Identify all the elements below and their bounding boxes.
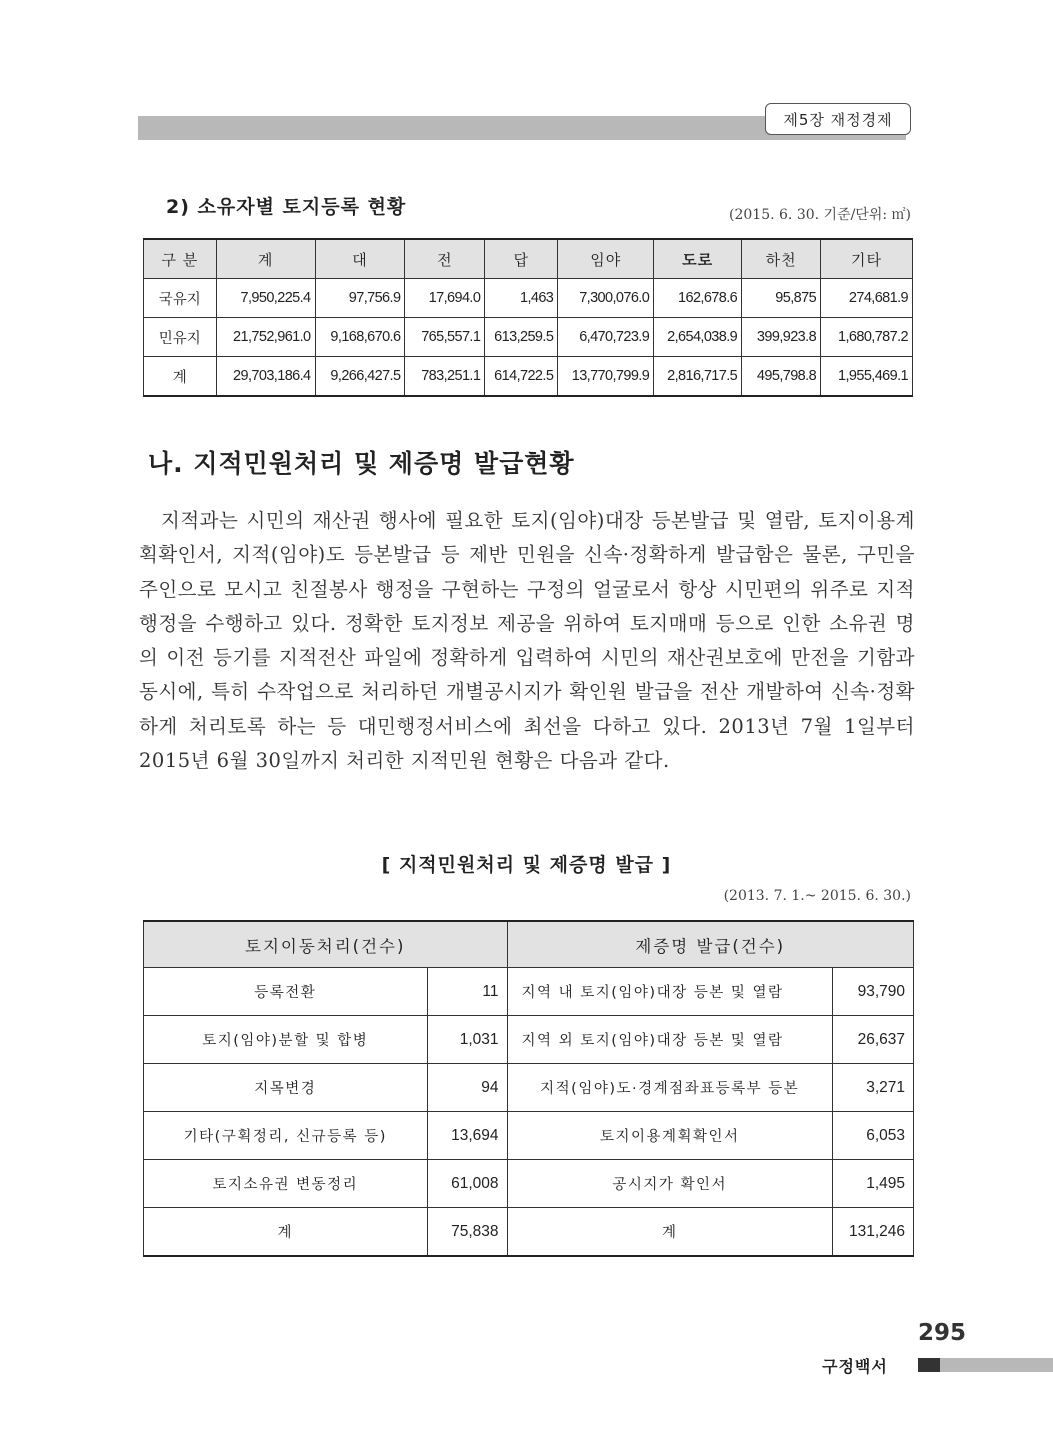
table-row <box>144 1160 914 1208</box>
chapter-tab: 제5장 재정경제 <box>765 103 911 135</box>
table-cell: 6,470,723.9 <box>558 318 654 357</box>
row-label: 민유지 <box>144 318 217 357</box>
table-header-row <box>144 239 913 279</box>
column-header: 임야 <box>558 239 654 279</box>
table-cell: 7,950,225.4 <box>216 279 315 318</box>
book-title: 구정백서 <box>822 1357 888 1376</box>
table-cell: 21,752,961.0 <box>216 318 315 357</box>
page-number: 295 <box>918 1320 967 1346</box>
table-cell: 13,694 <box>427 1112 507 1160</box>
table-cell: 계 <box>507 1208 833 1257</box>
column-header: 하천 <box>742 239 821 279</box>
table-cell: 11 <box>427 968 507 1016</box>
table-cell: 765,557.1 <box>405 318 485 357</box>
footer-marker <box>918 1358 940 1372</box>
table-row <box>144 1112 914 1160</box>
table-cell: 131,246 <box>833 1208 914 1257</box>
table-cell: 지역 외 토지(임야)대장 등본 및 열람 <box>507 1016 833 1064</box>
table-cell: 2,816,717.5 <box>654 357 742 397</box>
table-cell: 75,838 <box>427 1208 507 1257</box>
table-cell: 1,680,787.2 <box>821 318 913 357</box>
table-cell: 6,053 <box>833 1112 914 1160</box>
column-header: 대 <box>315 239 405 279</box>
table-cell: 지역 내 토지(임야)대장 등본 및 열람 <box>507 968 833 1016</box>
column-header: 답 <box>485 239 558 279</box>
civil-table-period: (2013. 7. 1.~ 2015. 6. 30.) <box>723 888 911 904</box>
table-total-row <box>144 1208 914 1257</box>
table-row <box>144 968 914 1016</box>
table-cell: 지목변경 <box>144 1064 428 1112</box>
section-title: 나. 지적민원처리 및 제증명 발급현황 <box>148 449 575 478</box>
body-paragraph: 지적과는 시민의 재산권 행사에 필요한 토지(임야)대장 등본발급 및 열람, 토지이용계획확인서, 지적(임야)도 등본발급 등 제반 민원을 신속·정확하게 발급함은 물론, 구민을 주인으로 모시고 친절봉사 행정을 구현하는 구정의 얼굴로서 항상 시민편의 위주로 지적행정을 수행하고 있다. 정확한 토지정보 제공을 위하여 토지매매 등으로 인한 소유권 명의 이전 등기를 지적전산 파일에 정확하게 입력하여 시민의 재산권보호에 만전을 기함과 동시에, 특히 수작업으로 처리하던 개별공시지가 확인원 발급을 전산 개발하여 신속·정확하게 처리토록 하는 등 대민행정서비스에 최선을 다하고 있다. 2013년 7월 1일부터 2015년 6월 30일까지 처리한 지적민원 현황은 다음과 같다. <box>139 509 915 773</box>
table-cell: 9,266,427.5 <box>315 357 405 397</box>
table-cell: 61,008 <box>427 1160 507 1208</box>
table-cell: 26,637 <box>833 1016 914 1064</box>
table-cell: 13,770,799.9 <box>558 357 654 397</box>
table-cell: 29,703,186.4 <box>216 357 315 397</box>
table-total-row <box>144 357 913 397</box>
column-header: 기타 <box>821 239 913 279</box>
civil-affairs-table <box>143 920 914 1257</box>
table-cell: 97,756.9 <box>315 279 405 318</box>
column-header: 구 분 <box>144 239 217 279</box>
column-header: 토지이동처리(건수) <box>144 921 508 968</box>
table-header-row <box>144 921 914 968</box>
table-cell: 495,798.8 <box>742 357 821 397</box>
table-cell: 274,681.9 <box>821 279 913 318</box>
table-cell: 95,875 <box>742 279 821 318</box>
civil-table-title: [ 지적민원처리 및 제증명 발급 ] <box>381 854 672 876</box>
table-cell: 94 <box>427 1064 507 1112</box>
table-row <box>144 279 913 318</box>
table-cell: 1,031 <box>427 1016 507 1064</box>
table-cell: 토지소유권 변동정리 <box>144 1160 428 1208</box>
table-cell: 1,955,469.1 <box>821 357 913 397</box>
column-header: 계 <box>216 239 315 279</box>
table-cell: 783,251.1 <box>405 357 485 397</box>
table-cell: 등록전환 <box>144 968 428 1016</box>
footer-bar <box>940 1358 1053 1372</box>
table-cell: 공시지가 확인서 <box>507 1160 833 1208</box>
land-table-title: 2) 소유자별 토지등록 현황 <box>166 196 407 218</box>
land-table-unit: (2015. 6. 30. 기준/단위: ㎡) <box>729 207 911 223</box>
column-header: 전 <box>405 239 485 279</box>
table-row <box>144 1016 914 1064</box>
table-cell: 1,495 <box>833 1160 914 1208</box>
table-cell: 토지(임야)분할 및 합병 <box>144 1016 428 1064</box>
table-cell: 2,654,038.9 <box>654 318 742 357</box>
land-registration-table <box>143 238 913 397</box>
row-label: 계 <box>144 357 217 397</box>
table-cell: 399,923.8 <box>742 318 821 357</box>
table-cell: 3,271 <box>833 1064 914 1112</box>
column-header: 제증명 발급(건수) <box>507 921 914 968</box>
column-header: 도로 <box>654 239 742 279</box>
table-row <box>144 318 913 357</box>
table-cell: 613,259.5 <box>485 318 558 357</box>
table-cell: 9,168,670.6 <box>315 318 405 357</box>
table-cell: 614,722.5 <box>485 357 558 397</box>
table-cell: 1,463 <box>485 279 558 318</box>
row-label: 국유지 <box>144 279 217 318</box>
table-cell: 7,300,076.0 <box>558 279 654 318</box>
table-cell: 17,694.0 <box>405 279 485 318</box>
table-cell: 93,790 <box>833 968 914 1016</box>
table-cell: 기타(구획정리, 신규등록 등) <box>144 1112 428 1160</box>
table-cell: 계 <box>144 1208 428 1257</box>
table-row <box>144 1064 914 1112</box>
table-cell: 지적(임야)도·경계점좌표등록부 등본 <box>507 1064 833 1112</box>
table-cell: 토지이용계획확인서 <box>507 1112 833 1160</box>
table-cell: 162,678.6 <box>654 279 742 318</box>
